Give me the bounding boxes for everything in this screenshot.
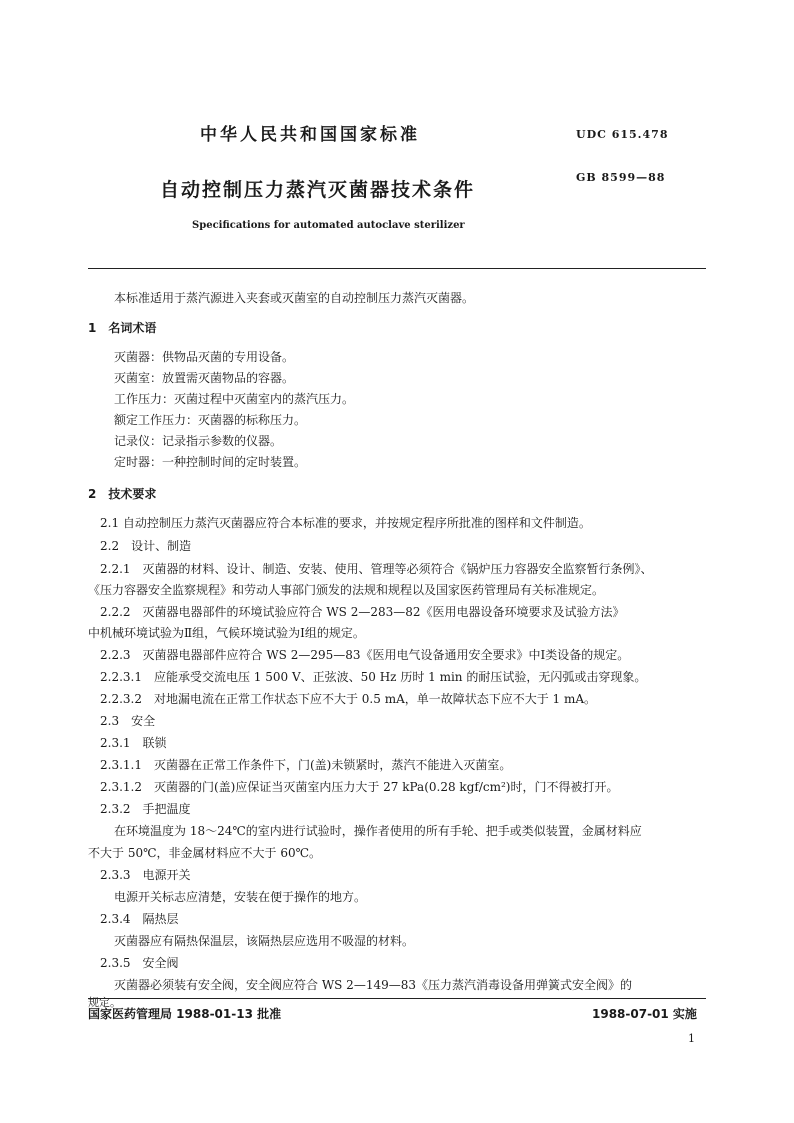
clause-2-2-2-cont: 中机械环境试验为Ⅱ组，气候环境试验为Ⅰ组的规定。 (88, 626, 365, 640)
national-standard-heading: 中华人民共和国国家标准 (200, 125, 420, 145)
approval-line: 国家医药管理局 1988-01-13 批准 (88, 1007, 282, 1021)
section-1-heading: 1 名词术语 (88, 321, 157, 335)
term-item: 额定工作压力：灭菌器的标称压力。 (114, 413, 307, 427)
clause-2-1: 2.1 自动控制压力蒸汽灭菌器应符合本标准的要求，并按规定程序所批准的图样和文件制造。 (100, 516, 591, 530)
term-item: 工作压力：灭菌过程中灭菌室内的蒸汽压力。 (114, 392, 355, 406)
clause-2-3: 2.3 安全 (100, 714, 156, 728)
clause-2-3-4: 2.3.4 隔热层 (100, 912, 179, 926)
page-number: 1 (688, 1032, 695, 1045)
document-subtitle-en: Specifications for automated autoclave sterilizer (192, 220, 465, 231)
clause-2-2: 2.2 设计、制造 (100, 539, 192, 553)
clause-2-3-5-cont: 规定。 (88, 996, 121, 1009)
clause-2-3-2-cont: 不大于 50℃，非金属材料应不大于 60℃。 (88, 846, 322, 860)
intro-paragraph: 本标准适用于蒸汽源进入夹套或灭菌室的自动控制压力蒸汽灭菌器。 (114, 291, 475, 305)
clause-2-3-1: 2.3.1 联锁 (100, 736, 167, 750)
udc-code: UDC 615.478 (576, 128, 669, 141)
clause-2-3-5: 2.3.5 安全阀 (100, 956, 179, 970)
clause-2-3-4-text: 灭菌器应有隔热保温层，该隔热层应选用不吸湿的材料。 (114, 934, 415, 948)
header-rule (88, 268, 706, 269)
clause-2-2-3-2: 2.2.3.2 对地漏电流在正常工作状态下应不大于 0.5 mA，单一故障状态下应不大于 1 mA。 (100, 692, 597, 706)
document-title: 自动控制压力蒸汽灭菌器技术条件 (160, 179, 476, 201)
clause-2-2-3: 2.2.3 灭菌器电器部件应符合 WS 2—295—83《医用电气设备通用安全要求》中Ⅰ类设备的规定。 (100, 648, 630, 662)
clause-2-3-2: 2.3.2 手把温度 (100, 802, 191, 816)
term-item: 灭菌器：供物品灭菌的专用设备。 (114, 350, 295, 364)
clause-2-3-2-text: 在环境温度为 18～24℃的室内进行试验时，操作者使用的所有手轮、把手或类似装置，金属材料应 (114, 824, 642, 838)
term-item: 灭菌室：放置需灭菌物品的容器。 (114, 371, 295, 385)
clause-2-2-3-1: 2.2.3.1 应能承受交流电压 1 500 V、正弦波、50 Hz 历时 1 min 的耐压试验，无闪弧或击穿现象。 (100, 670, 647, 684)
clause-2-3-1-1: 2.3.1.1 灭菌器在正常工作条件下，门(盖)未锁紧时，蒸汽不能进入灭菌室。 (100, 758, 512, 772)
clause-2-2-1: 2.2.1 灭菌器的材料、设计、制造、安装、使用、管理等必须符合《锅炉压力容器安全监察暂行条例》、 (100, 562, 653, 576)
clause-2-3-5-text: 灭菌器必须装有安全阀，安全阀应符合 WS 2—149—83《压力蒸汽消毒设备用弹簧式安全阀》的 (114, 978, 632, 992)
clause-2-3-3-text: 电源开关标志应清楚，安装在便于操作的地方。 (114, 890, 367, 904)
term-item: 定时器：一种控制时间的定时装置。 (114, 455, 307, 469)
clause-2-3-3: 2.3.3 电源开关 (100, 868, 191, 882)
clause-2-2-1-cont: 《压力容器安全监察规程》和劳动人事部门颁发的法规和规程以及国家医药管理局有关标准规定。 (88, 583, 605, 597)
effective-date: 1988-07-01 实施 (592, 1007, 697, 1021)
section-2-heading: 2 技术要求 (88, 487, 157, 501)
footer-rule (88, 998, 706, 999)
clause-2-3-1-2: 2.3.1.2 灭菌器的门(盖)应保证当灭菌室内压力大于 27 kPa(0.28 kgf/cm²)时，门不得被打开。 (100, 780, 619, 794)
gb-code: GB 8599—88 (576, 171, 666, 184)
clause-2-2-2: 2.2.2 灭菌器电器部件的环境试验应符合 WS 2—283—82《医用电器设备环境要求及试验方法》 (100, 605, 625, 619)
term-item: 记录仪：记录指示参数的仪器。 (114, 434, 283, 448)
